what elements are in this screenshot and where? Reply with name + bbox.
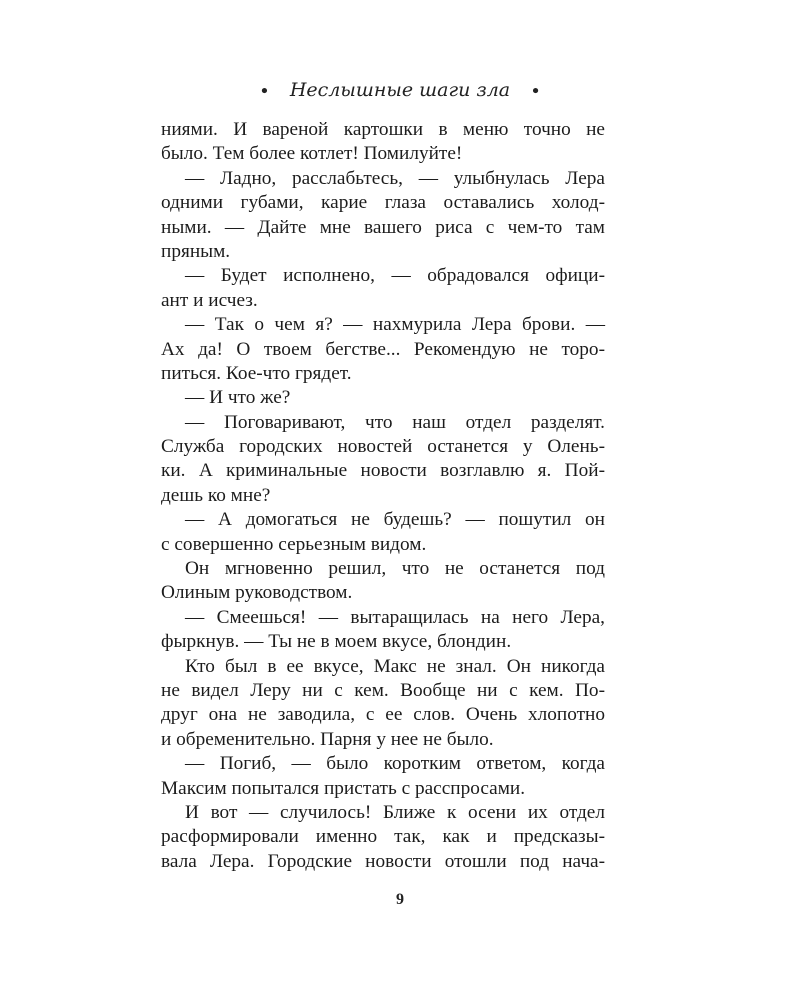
text-line: — Погиб, — было коротким ответом, когда (185, 753, 605, 775)
text-line: ант и исчез. (161, 289, 258, 311)
text-line: — Смеешься! — вытаращилась на него Лера, (185, 606, 605, 628)
header-bullet-left: • (259, 81, 270, 102)
text-line: И вот — случилось! Ближе к осени их отдел (185, 801, 605, 823)
text-line: Олиным руководством. (161, 582, 353, 604)
text-line: друг она не заводила, с ее слов. Очень хлопотно (161, 704, 605, 726)
text-line: и обременительно. Парня у нее не было. (161, 728, 494, 750)
text-line: расформировали именно так, как и предсказы- (161, 826, 605, 848)
text-line: было. Тем более котлет! Помилуйте! (161, 143, 463, 165)
text-line: фыркнув. — Ты не в моем вкусе, блондин. (161, 631, 512, 653)
text-line: — А домогаться не будешь? — пошутил он (185, 509, 605, 531)
text-line: Ах да! О твоем бегстве... Рекомендую не торо- (161, 338, 605, 360)
text-line: Он мгновенно решил, что не останется под (185, 558, 605, 580)
text-line: — Так о чем я? — нахмурила Лера брови. — (185, 314, 605, 336)
text-line: — Ладно, расслабьтесь, — улыбнулась Лера (185, 167, 605, 189)
text-line: Максим попытался пристать с расспросами. (161, 777, 526, 799)
header-bullet-right: • (530, 81, 541, 102)
text-line: с совершенно серьезным видом. (161, 533, 427, 555)
running-header (0, 76, 800, 105)
text-line: питься. Кое-что грядет. (161, 362, 352, 384)
text-line: не видел Леру ни с кем. Вообще ни с кем. По- (161, 679, 605, 701)
text-line: ниями. И вареной картошки в меню точно не (161, 119, 605, 140)
text-line: пряным. (161, 240, 231, 262)
text-line: Кто был в ее вкусе, Макс не знал. Он никогда (185, 655, 605, 677)
text-line: Служба городских новостей останется у Олень- (161, 436, 605, 458)
text-line: — И что же? (185, 387, 291, 409)
text-line: — Поговаривают, что наш отдел разделят. (185, 411, 605, 433)
text-line: — Будет исполнено, — обрадовался офици- (185, 265, 605, 287)
text-line: дешь ко мне? (161, 484, 271, 506)
text-line: вала Лера. Городские новости отошли под нача- (161, 850, 605, 872)
book-title: Неслышные шаги зла (289, 79, 511, 101)
text-line: одними губами, карие глаза оставались холод- (161, 192, 605, 214)
text-line: ки. А криминальные новости возглавлю я. Пой- (161, 460, 605, 482)
text-line: ными. — Дайте мне вашего риса с чем-то там (161, 216, 605, 238)
body-text (161, 118, 605, 874)
page-number: 9 (396, 891, 404, 908)
